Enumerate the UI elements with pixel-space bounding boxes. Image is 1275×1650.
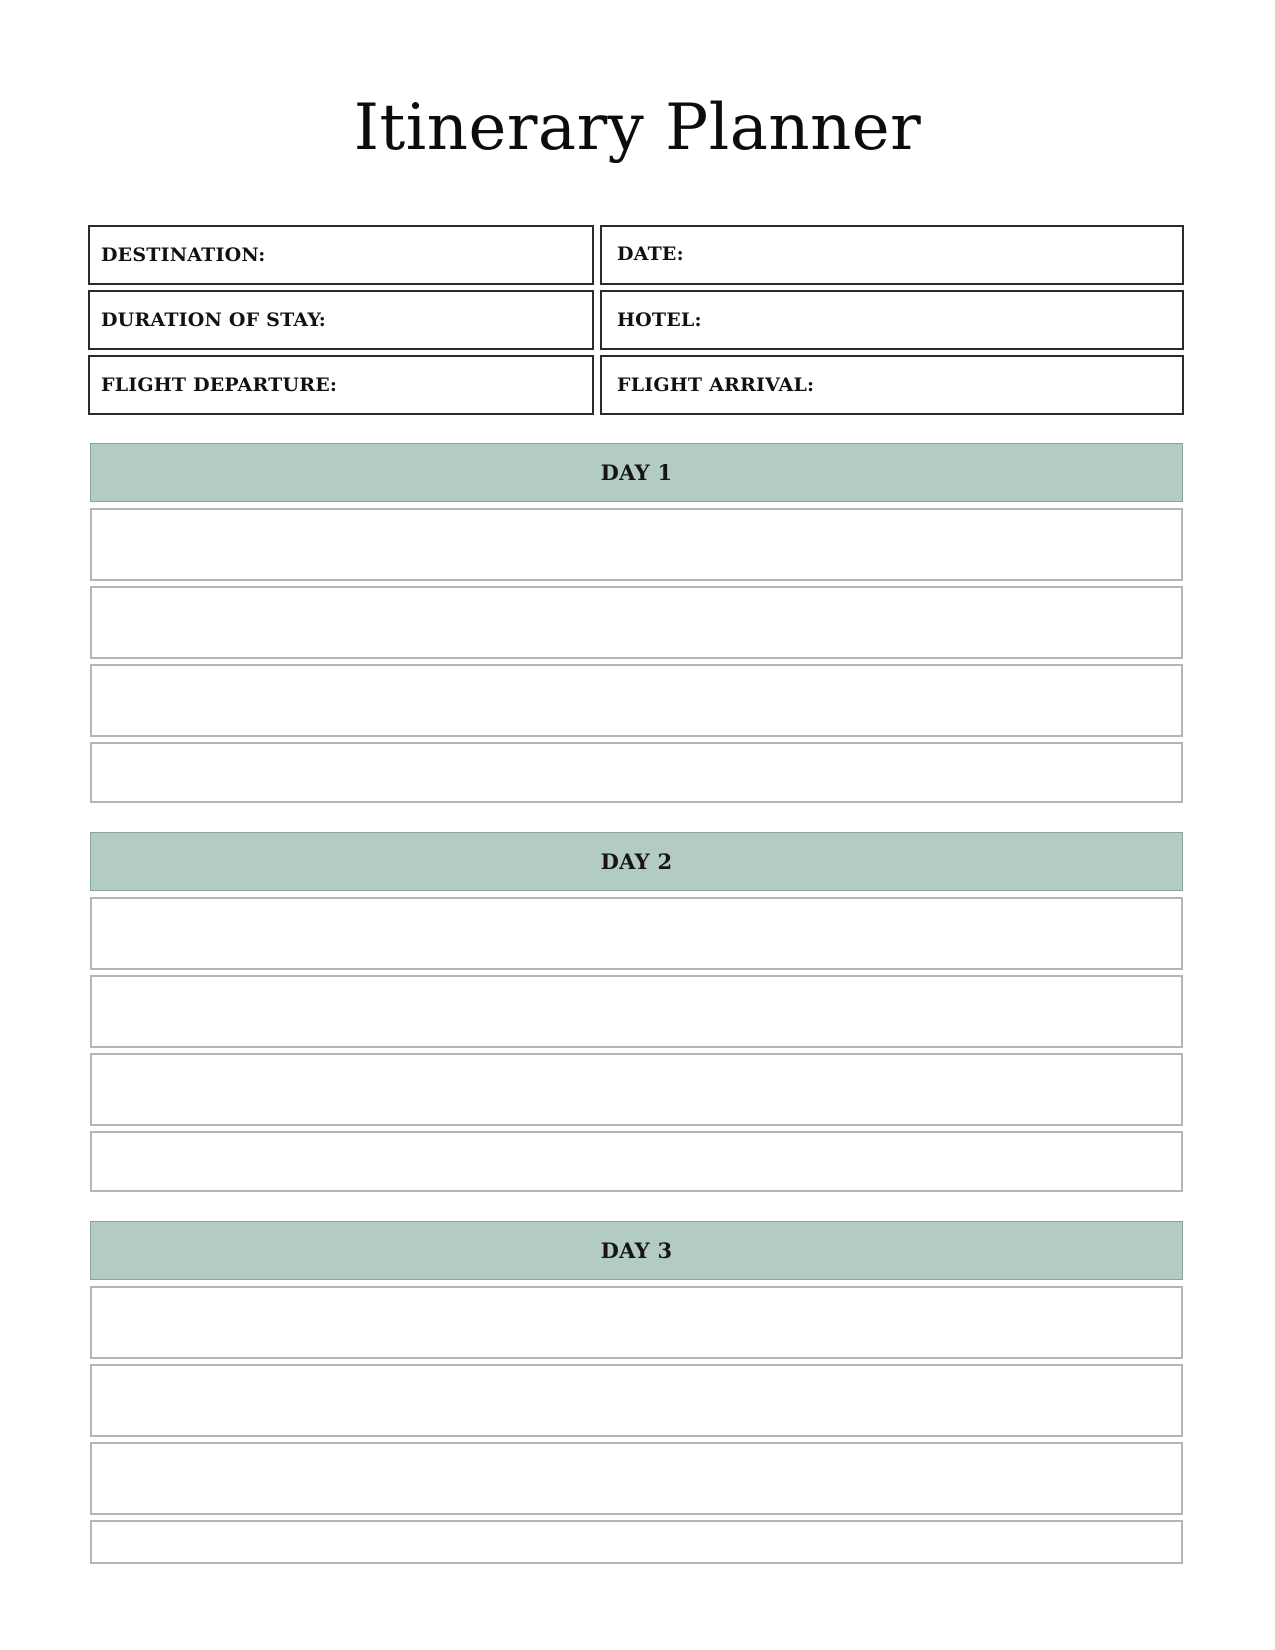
destination-label: DESTINATION:	[101, 244, 266, 266]
date-field[interactable]	[600, 225, 1184, 285]
page-title: Itinerary Planner	[353, 91, 922, 165]
day-2-header	[90, 832, 1183, 891]
flight-arrival-field[interactable]	[600, 355, 1184, 415]
day-2-entry-row[interactable]	[90, 1131, 1183, 1192]
destination-field[interactable]	[88, 225, 594, 285]
day-3-label: DAY 3	[600, 1238, 673, 1263]
day-1-header	[90, 443, 1183, 502]
hotel-field[interactable]	[600, 290, 1184, 350]
duration-of-stay-label: DURATION OF STAY:	[101, 309, 326, 331]
flight-departure-label: FLIGHT DEPARTURE:	[101, 374, 338, 396]
day-1-entry-row[interactable]	[90, 742, 1183, 803]
day-1-entry-row[interactable]	[90, 508, 1183, 581]
day-3-header	[90, 1221, 1183, 1280]
day-2-entry-row[interactable]	[90, 975, 1183, 1048]
day-2-entry-row[interactable]	[90, 1053, 1183, 1126]
day-3-entry-row[interactable]	[90, 1520, 1183, 1564]
day-2-label: DAY 2	[600, 849, 673, 874]
day-1-label: DAY 1	[600, 460, 673, 485]
flight-arrival-label: FLIGHT ARRIVAL:	[617, 374, 815, 396]
day-3-entry-row[interactable]	[90, 1364, 1183, 1437]
day-3-entry-row[interactable]	[90, 1442, 1183, 1515]
day-1-entry-row[interactable]	[90, 586, 1183, 659]
day-1-entry-row[interactable]	[90, 664, 1183, 737]
day-2-entry-row[interactable]	[90, 897, 1183, 970]
day-3-entry-row[interactable]	[90, 1286, 1183, 1359]
duration-of-stay-field[interactable]	[88, 290, 594, 350]
hotel-label: HOTEL:	[617, 309, 702, 331]
date-label: DATE:	[617, 243, 684, 265]
flight-departure-field[interactable]	[88, 355, 594, 415]
